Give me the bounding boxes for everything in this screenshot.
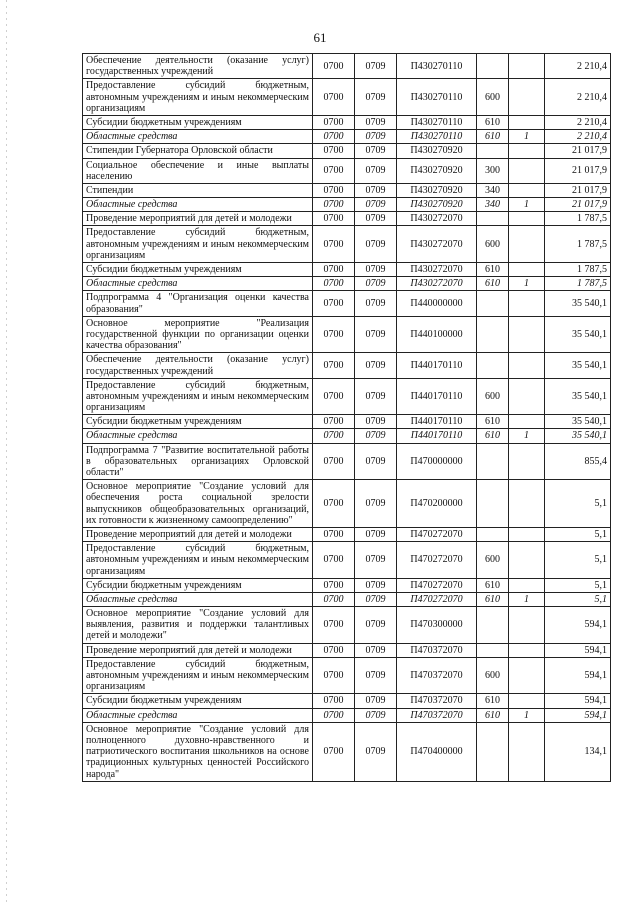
target-article-code: П440000000 xyxy=(397,291,477,316)
row-name: Предоставление субсидий бюджетным, автономным учреждениям и иным некоммерческим организациям xyxy=(83,378,313,415)
amount: 5,1 xyxy=(545,542,611,579)
expense-type-code: 610 xyxy=(477,578,509,592)
table-row xyxy=(83,158,611,183)
amount: 35 540,1 xyxy=(545,429,611,443)
target-article-code: П430272070 xyxy=(397,226,477,263)
expense-type-code: 340 xyxy=(477,183,509,197)
table-row xyxy=(83,578,611,592)
expense-type-code: 600 xyxy=(477,226,509,263)
funding-source-code xyxy=(509,527,545,541)
expense-type-code: 610 xyxy=(477,415,509,429)
section-code: 0700 xyxy=(313,657,355,694)
target-article-code: П430270920 xyxy=(397,158,477,183)
amount: 2 210,4 xyxy=(545,79,611,116)
row-name: Областные средства xyxy=(83,130,313,144)
subsection-code: 0709 xyxy=(355,158,397,183)
table-row xyxy=(83,542,611,579)
section-code: 0700 xyxy=(313,694,355,708)
subsection-code: 0709 xyxy=(355,542,397,579)
funding-source-code xyxy=(509,226,545,263)
amount: 21 017,9 xyxy=(545,144,611,158)
amount: 594,1 xyxy=(545,657,611,694)
subsection-code: 0709 xyxy=(355,144,397,158)
section-code: 0700 xyxy=(313,443,355,480)
expense-type-code xyxy=(477,144,509,158)
expense-type-code xyxy=(477,291,509,316)
funding-source-code xyxy=(509,542,545,579)
subsection-code: 0709 xyxy=(355,657,397,694)
expense-type-code: 600 xyxy=(477,378,509,415)
row-name: Субсидии бюджетным учреждениям xyxy=(83,263,313,277)
section-code: 0700 xyxy=(313,54,355,79)
amount: 5,1 xyxy=(545,480,611,528)
amount: 1 787,5 xyxy=(545,226,611,263)
amount: 2 210,4 xyxy=(545,115,611,129)
amount: 5,1 xyxy=(545,592,611,606)
expense-type-code: 610 xyxy=(477,130,509,144)
target-article-code: П430272070 xyxy=(397,277,477,291)
expense-type-code xyxy=(477,316,509,353)
expense-type-code xyxy=(477,722,509,781)
section-code: 0700 xyxy=(313,263,355,277)
table-row xyxy=(83,378,611,415)
funding-source-code xyxy=(509,378,545,415)
section-code: 0700 xyxy=(313,527,355,541)
table-row xyxy=(83,657,611,694)
subsection-code: 0709 xyxy=(355,54,397,79)
funding-source-code xyxy=(509,291,545,316)
funding-source-code xyxy=(509,578,545,592)
subsection-code: 0709 xyxy=(355,183,397,197)
expense-type-code xyxy=(477,480,509,528)
table-row xyxy=(83,198,611,212)
funding-source-code: 1 xyxy=(509,277,545,291)
amount: 1 787,5 xyxy=(545,263,611,277)
section-code: 0700 xyxy=(313,115,355,129)
expense-type-code: 610 xyxy=(477,277,509,291)
target-article-code: П430270920 xyxy=(397,198,477,212)
section-code: 0700 xyxy=(313,429,355,443)
funding-source-code xyxy=(509,353,545,378)
expense-type-code: 610 xyxy=(477,263,509,277)
expense-type-code: 610 xyxy=(477,694,509,708)
target-article-code: П470300000 xyxy=(397,607,477,644)
target-article-code: П430272070 xyxy=(397,212,477,226)
table-row xyxy=(83,708,611,722)
target-article-code: П470000000 xyxy=(397,443,477,480)
table-row xyxy=(83,130,611,144)
row-name: Основное мероприятие "Реализация государственной функции по организации оценки качества образования" xyxy=(83,316,313,353)
table-row xyxy=(83,643,611,657)
target-article-code: П430270110 xyxy=(397,79,477,116)
table-row xyxy=(83,443,611,480)
table-row xyxy=(83,527,611,541)
target-article-code: П470272070 xyxy=(397,578,477,592)
target-article-code: П470272070 xyxy=(397,542,477,579)
section-code: 0700 xyxy=(313,578,355,592)
section-code: 0700 xyxy=(313,480,355,528)
section-code: 0700 xyxy=(313,607,355,644)
amount: 21 017,9 xyxy=(545,158,611,183)
row-name: Областные средства xyxy=(83,198,313,212)
funding-source-code: 1 xyxy=(509,130,545,144)
row-name: Субсидии бюджетным учреждениям xyxy=(83,115,313,129)
subsection-code: 0709 xyxy=(355,115,397,129)
target-article-code: П440170110 xyxy=(397,353,477,378)
table-row xyxy=(83,607,611,644)
row-name: Областные средства xyxy=(83,429,313,443)
target-article-code: П440170110 xyxy=(397,378,477,415)
section-code: 0700 xyxy=(313,708,355,722)
section-code: 0700 xyxy=(313,643,355,657)
funding-source-code xyxy=(509,144,545,158)
target-article-code: П470372070 xyxy=(397,643,477,657)
table-row xyxy=(83,291,611,316)
section-code: 0700 xyxy=(313,291,355,316)
subsection-code: 0709 xyxy=(355,480,397,528)
section-code: 0700 xyxy=(313,592,355,606)
funding-source-code xyxy=(509,657,545,694)
table-row xyxy=(83,54,611,79)
table-row xyxy=(83,79,611,116)
subsection-code: 0709 xyxy=(355,607,397,644)
subsection-code: 0709 xyxy=(355,353,397,378)
amount: 5,1 xyxy=(545,527,611,541)
expense-type-code: 610 xyxy=(477,115,509,129)
subsection-code: 0709 xyxy=(355,277,397,291)
row-name: Областные средства xyxy=(83,708,313,722)
table-row xyxy=(83,694,611,708)
funding-source-code xyxy=(509,183,545,197)
table-row xyxy=(83,183,611,197)
expense-type-code xyxy=(477,643,509,657)
amount: 2 210,4 xyxy=(545,130,611,144)
expense-type-code xyxy=(477,212,509,226)
funding-source-code xyxy=(509,480,545,528)
expense-type-code xyxy=(477,527,509,541)
target-article-code: П470372070 xyxy=(397,708,477,722)
row-name: Проведение мероприятий для детей и молодежи xyxy=(83,527,313,541)
section-code: 0700 xyxy=(313,130,355,144)
subsection-code: 0709 xyxy=(355,592,397,606)
target-article-code: П470400000 xyxy=(397,722,477,781)
budget-table-body xyxy=(83,54,611,782)
target-article-code: П470272070 xyxy=(397,592,477,606)
row-name: Предоставление субсидий бюджетным, автономным учреждениям и иным некоммерческим организациям xyxy=(83,226,313,263)
expense-type-code: 600 xyxy=(477,657,509,694)
row-name: Предоставление субсидий бюджетным, автономным учреждениям и иным некоммерческим организациям xyxy=(83,657,313,694)
target-article-code: П430270920 xyxy=(397,183,477,197)
row-name: Обеспечение деятельности (оказание услуг) государственных учреждений xyxy=(83,353,313,378)
table-row xyxy=(83,277,611,291)
section-code: 0700 xyxy=(313,144,355,158)
target-article-code: П430270110 xyxy=(397,130,477,144)
funding-source-code xyxy=(509,415,545,429)
subsection-code: 0709 xyxy=(355,429,397,443)
row-name: Областные средства xyxy=(83,592,313,606)
target-article-code: П430270920 xyxy=(397,144,477,158)
subsection-code: 0709 xyxy=(355,316,397,353)
amount: 5,1 xyxy=(545,578,611,592)
funding-source-code xyxy=(509,158,545,183)
funding-source-code: 1 xyxy=(509,429,545,443)
table-row xyxy=(83,429,611,443)
amount: 21 017,9 xyxy=(545,198,611,212)
target-article-code: П430270110 xyxy=(397,115,477,129)
subsection-code: 0709 xyxy=(355,198,397,212)
row-name: Проведение мероприятий для детей и молодежи xyxy=(83,212,313,226)
subsection-code: 0709 xyxy=(355,79,397,116)
page-number: 61 xyxy=(313,30,327,45)
funding-source-code: 1 xyxy=(509,198,545,212)
funding-source-code xyxy=(509,79,545,116)
row-name: Проведение мероприятий для детей и молодежи xyxy=(83,643,313,657)
funding-source-code: 1 xyxy=(509,708,545,722)
amount: 594,1 xyxy=(545,708,611,722)
section-code: 0700 xyxy=(313,316,355,353)
funding-source-code xyxy=(509,316,545,353)
expense-type-code xyxy=(477,607,509,644)
expense-type-code: 610 xyxy=(477,592,509,606)
table-row xyxy=(83,144,611,158)
row-name: Субсидии бюджетным учреждениям xyxy=(83,415,313,429)
amount: 594,1 xyxy=(545,643,611,657)
amount: 35 540,1 xyxy=(545,378,611,415)
subsection-code: 0709 xyxy=(355,694,397,708)
subsection-code: 0709 xyxy=(355,291,397,316)
row-name: Областные средства xyxy=(83,277,313,291)
amount: 855,4 xyxy=(545,443,611,480)
subsection-code: 0709 xyxy=(355,643,397,657)
table-row xyxy=(83,722,611,781)
row-name: Предоставление субсидий бюджетным, автономным учреждениям и иным некоммерческим организациям xyxy=(83,79,313,116)
section-code: 0700 xyxy=(313,378,355,415)
amount: 21 017,9 xyxy=(545,183,611,197)
table-row xyxy=(83,316,611,353)
section-code: 0700 xyxy=(313,353,355,378)
expense-type-code: 340 xyxy=(477,198,509,212)
section-code: 0700 xyxy=(313,183,355,197)
funding-source-code xyxy=(509,54,545,79)
amount: 2 210,4 xyxy=(545,54,611,79)
target-article-code: П470272070 xyxy=(397,527,477,541)
table-row xyxy=(83,353,611,378)
funding-source-code xyxy=(509,212,545,226)
target-article-code: П470372070 xyxy=(397,694,477,708)
subsection-code: 0709 xyxy=(355,226,397,263)
target-article-code: П470200000 xyxy=(397,480,477,528)
amount: 594,1 xyxy=(545,607,611,644)
subsection-code: 0709 xyxy=(355,527,397,541)
amount: 1 787,5 xyxy=(545,277,611,291)
table-row xyxy=(83,212,611,226)
expense-type-code: 610 xyxy=(477,429,509,443)
row-name: Субсидии бюджетным учреждениям xyxy=(83,578,313,592)
funding-source-code xyxy=(509,263,545,277)
expense-type-code xyxy=(477,54,509,79)
budget-table xyxy=(82,53,611,782)
section-code: 0700 xyxy=(313,277,355,291)
section-code: 0700 xyxy=(313,722,355,781)
row-name: Социальное обеспечение и иные выплаты населению xyxy=(83,158,313,183)
row-name: Субсидии бюджетным учреждениям xyxy=(83,694,313,708)
row-name: Основное мероприятие "Создание условий для полноценного духовно-нравственного и патриотического воспитания школьников на основе традиционных культурных ценностей Российского народа" xyxy=(83,722,313,781)
expense-type-code xyxy=(477,353,509,378)
target-article-code: П470372070 xyxy=(397,657,477,694)
funding-source-code: 1 xyxy=(509,592,545,606)
target-article-code: П430270110 xyxy=(397,54,477,79)
row-name: Основное мероприятие "Создание условий для выявления, развития и поддержки талантливых детей и молодежи" xyxy=(83,607,313,644)
subsection-code: 0709 xyxy=(355,578,397,592)
row-name: Обеспечение деятельности (оказание услуг) государственных учреждений xyxy=(83,54,313,79)
table-row xyxy=(83,415,611,429)
expense-type-code xyxy=(477,443,509,480)
amount: 35 540,1 xyxy=(545,415,611,429)
row-name: Предоставление субсидий бюджетным, автономным учреждениям и иным некоммерческим организациям xyxy=(83,542,313,579)
target-article-code: П440170110 xyxy=(397,415,477,429)
row-name: Стипендии Губернатора Орловской области xyxy=(83,144,313,158)
expense-type-code: 610 xyxy=(477,708,509,722)
target-article-code: П440170110 xyxy=(397,429,477,443)
subsection-code: 0709 xyxy=(355,415,397,429)
scan-edge xyxy=(6,0,7,905)
expense-type-code: 600 xyxy=(477,542,509,579)
funding-source-code xyxy=(509,643,545,657)
subsection-code: 0709 xyxy=(355,722,397,781)
amount: 35 540,1 xyxy=(545,316,611,353)
expense-type-code: 600 xyxy=(477,79,509,116)
section-code: 0700 xyxy=(313,226,355,263)
subsection-code: 0709 xyxy=(355,378,397,415)
funding-source-code xyxy=(509,607,545,644)
table-row xyxy=(83,263,611,277)
table-row xyxy=(83,480,611,528)
amount: 1 787,5 xyxy=(545,212,611,226)
section-code: 0700 xyxy=(313,158,355,183)
subsection-code: 0709 xyxy=(355,443,397,480)
section-code: 0700 xyxy=(313,79,355,116)
amount: 134,1 xyxy=(545,722,611,781)
section-code: 0700 xyxy=(313,198,355,212)
amount: 594,1 xyxy=(545,694,611,708)
table-row xyxy=(83,592,611,606)
funding-source-code xyxy=(509,694,545,708)
subsection-code: 0709 xyxy=(355,263,397,277)
amount: 35 540,1 xyxy=(545,353,611,378)
table-row xyxy=(83,115,611,129)
expense-type-code: 300 xyxy=(477,158,509,183)
target-article-code: П440100000 xyxy=(397,316,477,353)
funding-source-code xyxy=(509,722,545,781)
section-code: 0700 xyxy=(313,542,355,579)
section-code: 0700 xyxy=(313,212,355,226)
row-name: Подпрограмма 4 "Организация оценки качества образования" xyxy=(83,291,313,316)
amount: 35 540,1 xyxy=(545,291,611,316)
table-row xyxy=(83,226,611,263)
funding-source-code xyxy=(509,443,545,480)
subsection-code: 0709 xyxy=(355,130,397,144)
row-name: Подпрограмма 7 "Развитие воспитательной работы в образовательных организациях Орловской области" xyxy=(83,443,313,480)
funding-source-code xyxy=(509,115,545,129)
row-name: Стипендии xyxy=(83,183,313,197)
subsection-code: 0709 xyxy=(355,212,397,226)
target-article-code: П430272070 xyxy=(397,263,477,277)
section-code: 0700 xyxy=(313,415,355,429)
row-name: Основное мероприятие "Создание условий для обеспечения роста социальной зрелости выпускников общеобразовательных организаций, их готовности к жизненному самоопределению" xyxy=(83,480,313,528)
subsection-code: 0709 xyxy=(355,708,397,722)
